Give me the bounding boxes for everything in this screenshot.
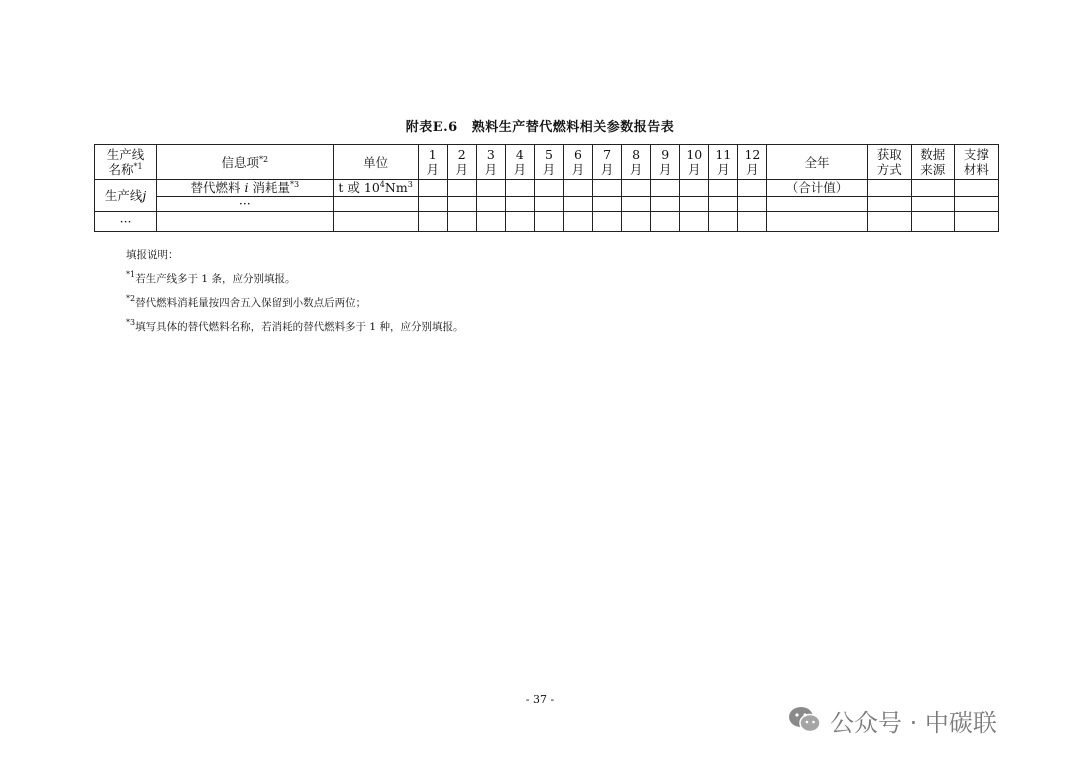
note-item: $^{*2}$替代燃料消耗量按四舍五入保留到小数点后两位； [126, 294, 367, 309]
unit-cell: t 或 $10^4Nm^3$ [333, 180, 418, 197]
table-title-text: 熟料生产替代燃料相关参数报告表 [471, 120, 675, 135]
note-item: $^{*3}$填写具体的替代燃料名称，若消耗的替代燃料多于 1 种，应分别填报。 [126, 318, 464, 333]
line-ellipsis-cell: ··· [95, 212, 157, 232]
header-month-4: 4 月 [505, 145, 534, 180]
header-line-name: 生产线 名称$^{*1}$ [95, 145, 157, 180]
watermark [788, 703, 997, 737]
month-cell [476, 180, 505, 197]
item-cell: 替代燃料 i 消耗量$^{*3}$ [157, 180, 333, 197]
header-month-1: 1 月 [418, 145, 447, 180]
header-full-year: 全年 [767, 145, 867, 180]
line-name-cell: 生产线j [95, 180, 157, 212]
header-month-5: 5 月 [534, 145, 563, 180]
table-title-label: 附表E.6 [405, 120, 458, 135]
report-table [94, 144, 999, 232]
note-item: $^{*1}$若生产线多于 1 条，应分别填报。 [126, 270, 296, 285]
header-info-item: 信息项$^{*2}$ [157, 145, 333, 180]
header-unit: 单位 [333, 145, 418, 180]
full-year-cell: （合计值） [767, 180, 867, 197]
month-cell [680, 180, 709, 197]
month-cell [564, 180, 593, 197]
header-source: 数据 来源 [911, 145, 954, 180]
header-month-3: 3 月 [476, 145, 505, 180]
notes-heading: 填报说明： [126, 249, 179, 261]
table-row [95, 180, 999, 197]
support-cell [954, 180, 998, 197]
header-month-2: 2 月 [447, 145, 476, 180]
item-ellipsis-cell: ··· [157, 197, 333, 212]
header-method: 获取 方式 [867, 145, 911, 180]
page-number: - 37 - [525, 693, 555, 706]
wechat-icon [788, 705, 822, 735]
table-row [95, 197, 999, 212]
month-cell [447, 180, 476, 197]
header-month-7: 7 月 [593, 145, 622, 180]
header-month-6: 6 月 [564, 145, 593, 180]
header-month-11: 11 月 [709, 145, 738, 180]
header-support: 支撑 材料 [954, 145, 998, 180]
month-cell [505, 180, 534, 197]
header-month-10: 10 月 [680, 145, 709, 180]
month-cell [622, 180, 651, 197]
month-cell [418, 180, 447, 197]
month-cell [651, 180, 680, 197]
watermark-text: 公众号 · 中碳联 [830, 708, 997, 737]
table-row [95, 212, 999, 232]
month-cell [593, 180, 622, 197]
source-cell [911, 180, 954, 197]
month-cell [738, 180, 767, 197]
table-title [0, 116, 1080, 135]
month-cell [534, 180, 563, 197]
header-month-9: 9 月 [651, 145, 680, 180]
header-month-12: 12 月 [738, 145, 767, 180]
header-month-8: 8 月 [622, 145, 651, 180]
month-cell [709, 180, 738, 197]
method-cell [867, 180, 911, 197]
header-row [95, 145, 999, 180]
fill-instructions [126, 243, 463, 339]
